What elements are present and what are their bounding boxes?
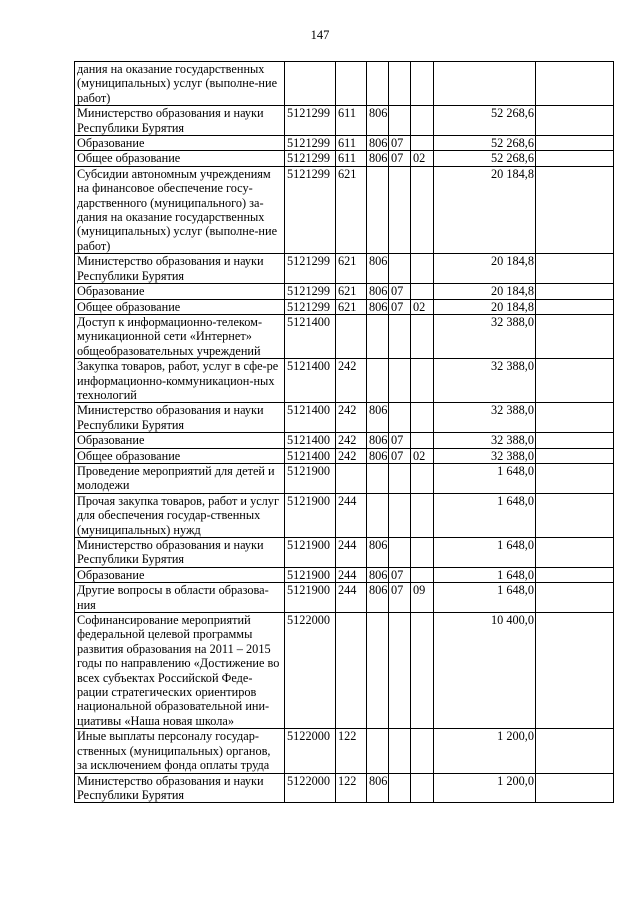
extra-cell bbox=[536, 314, 614, 358]
extra-cell bbox=[536, 106, 614, 136]
expense-type-cell: 611 bbox=[336, 136, 367, 151]
section-cell bbox=[389, 613, 411, 729]
extra-cell bbox=[536, 136, 614, 151]
section-cell bbox=[389, 538, 411, 568]
subsection-cell bbox=[411, 403, 434, 433]
expense-type-cell: 621 bbox=[336, 166, 367, 253]
section-cell bbox=[389, 166, 411, 253]
extra-cell bbox=[536, 62, 614, 106]
table-row bbox=[75, 62, 614, 106]
target-article-cell: 5121299 bbox=[285, 106, 336, 136]
table-row bbox=[75, 284, 614, 299]
ministry-code-cell: 806 bbox=[367, 538, 389, 568]
subsection-cell bbox=[411, 773, 434, 803]
table-row bbox=[75, 583, 614, 613]
row-name-cell: Доступ к информационно-телеком-муникационной сети «Интернет» общеобразовательных учреждений bbox=[75, 314, 285, 358]
row-name-cell: Прочая закупка товаров, работ и услуг для обеспечения государ-ственных (муниципальных) нужд bbox=[75, 493, 285, 537]
subsection-cell bbox=[411, 106, 434, 136]
target-article-cell: 5121400 bbox=[285, 433, 336, 448]
target-article-cell: 5122000 bbox=[285, 613, 336, 729]
amount-cell: 1 648,0 bbox=[434, 538, 536, 568]
section-cell: 07 bbox=[389, 284, 411, 299]
target-article-cell: 5121299 bbox=[285, 284, 336, 299]
ministry-code-cell: 806 bbox=[367, 567, 389, 582]
amount-cell: 52 268,6 bbox=[434, 151, 536, 166]
extra-cell bbox=[536, 359, 614, 403]
subsection-cell: 02 bbox=[411, 151, 434, 166]
row-name-cell: Общее образование bbox=[75, 151, 285, 166]
row-name-cell: Софинансирование мероприятий федеральной целевой программы развития образования на 2011 – 2015 годы по направлению «Достижение во всех субъектах Российской Феде-рации стратегических ориентиров национальной образовательной ини-циативы «Наша новая школа» bbox=[75, 613, 285, 729]
amount-cell: 52 268,6 bbox=[434, 136, 536, 151]
section-cell: 07 bbox=[389, 448, 411, 463]
expense-type-cell: 244 bbox=[336, 583, 367, 613]
target-article-cell: 5121900 bbox=[285, 583, 336, 613]
subsection-cell bbox=[411, 538, 434, 568]
ministry-code-cell: 806 bbox=[367, 448, 389, 463]
extra-cell bbox=[536, 773, 614, 803]
table-row bbox=[75, 359, 614, 403]
expense-type-cell: 621 bbox=[336, 299, 367, 314]
subsection-cell: 02 bbox=[411, 299, 434, 314]
extra-cell bbox=[536, 567, 614, 582]
expense-type-cell: 621 bbox=[336, 254, 367, 284]
table-body bbox=[75, 62, 614, 803]
target-article-cell: 5121400 bbox=[285, 359, 336, 403]
expense-type-cell bbox=[336, 62, 367, 106]
target-article-cell: 5121299 bbox=[285, 136, 336, 151]
row-name-cell: Общее образование bbox=[75, 299, 285, 314]
table-row bbox=[75, 299, 614, 314]
target-article-cell: 5121900 bbox=[285, 538, 336, 568]
table-row bbox=[75, 106, 614, 136]
ministry-code-cell: 806 bbox=[367, 106, 389, 136]
ministry-code-cell: 806 bbox=[367, 151, 389, 166]
amount-cell: 32 388,0 bbox=[434, 448, 536, 463]
ministry-code-cell: 806 bbox=[367, 299, 389, 314]
amount-cell: 1 648,0 bbox=[434, 493, 536, 537]
expense-type-cell: 611 bbox=[336, 106, 367, 136]
row-name-cell: Общее образование bbox=[75, 448, 285, 463]
ministry-code-cell: 806 bbox=[367, 254, 389, 284]
section-cell bbox=[389, 314, 411, 358]
expense-type-cell: 242 bbox=[336, 403, 367, 433]
section-cell bbox=[389, 773, 411, 803]
amount-cell: 1 200,0 bbox=[434, 729, 536, 773]
ministry-code-cell: 806 bbox=[367, 284, 389, 299]
row-name-cell: Министерство образования и науки Республики Бурятия bbox=[75, 254, 285, 284]
extra-cell bbox=[536, 254, 614, 284]
row-name-cell: Другие вопросы в области образова-ния bbox=[75, 583, 285, 613]
section-cell bbox=[389, 359, 411, 403]
section-cell bbox=[389, 106, 411, 136]
row-name-cell: Министерство образования и науки Республики Бурятия bbox=[75, 403, 285, 433]
amount-cell: 1 648,0 bbox=[434, 567, 536, 582]
section-cell: 07 bbox=[389, 567, 411, 582]
table-row bbox=[75, 493, 614, 537]
target-article-cell: 5121299 bbox=[285, 254, 336, 284]
subsection-cell: 09 bbox=[411, 583, 434, 613]
row-name-cell: Образование bbox=[75, 284, 285, 299]
ministry-code-cell bbox=[367, 314, 389, 358]
target-article-cell: 5121400 bbox=[285, 448, 336, 463]
row-name-cell: Образование bbox=[75, 433, 285, 448]
table-row bbox=[75, 773, 614, 803]
ministry-code-cell: 806 bbox=[367, 403, 389, 433]
extra-cell bbox=[536, 613, 614, 729]
amount-cell: 20 184,8 bbox=[434, 299, 536, 314]
table-row bbox=[75, 567, 614, 582]
expense-type-cell bbox=[336, 314, 367, 358]
subsection-cell bbox=[411, 433, 434, 448]
expense-type-cell: 122 bbox=[336, 729, 367, 773]
target-article-cell: 5121900 bbox=[285, 493, 336, 537]
amount-cell: 52 268,6 bbox=[434, 106, 536, 136]
ministry-code-cell: 806 bbox=[367, 773, 389, 803]
expense-type-cell bbox=[336, 613, 367, 729]
row-name-cell: Министерство образования и науки Республики Бурятия bbox=[75, 773, 285, 803]
target-article-cell: 5122000 bbox=[285, 773, 336, 803]
subsection-cell bbox=[411, 166, 434, 253]
section-cell: 07 bbox=[389, 299, 411, 314]
table-row bbox=[75, 136, 614, 151]
section-cell bbox=[389, 493, 411, 537]
extra-cell bbox=[536, 493, 614, 537]
subsection-cell bbox=[411, 567, 434, 582]
target-article-cell: 5121299 bbox=[285, 151, 336, 166]
target-article-cell: 5121400 bbox=[285, 314, 336, 358]
amount-cell: 1 648,0 bbox=[434, 583, 536, 613]
table-row bbox=[75, 463, 614, 493]
expense-type-cell: 242 bbox=[336, 359, 367, 403]
subsection-cell bbox=[411, 136, 434, 151]
table-row bbox=[75, 254, 614, 284]
row-name-cell: дания на оказание государственных (муниципальных) услуг (выполне-ние работ) bbox=[75, 62, 285, 106]
subsection-cell bbox=[411, 284, 434, 299]
target-article-cell: 5121299 bbox=[285, 166, 336, 253]
section-cell: 07 bbox=[389, 433, 411, 448]
row-name-cell: Образование bbox=[75, 567, 285, 582]
extra-cell bbox=[536, 463, 614, 493]
amount-cell: 20 184,8 bbox=[434, 166, 536, 253]
target-article-cell: 5121299 bbox=[285, 299, 336, 314]
amount-cell: 32 388,0 bbox=[434, 314, 536, 358]
target-article-cell: 5121900 bbox=[285, 567, 336, 582]
subsection-cell bbox=[411, 62, 434, 106]
extra-cell bbox=[536, 583, 614, 613]
target-article-cell: 5121900 bbox=[285, 463, 336, 493]
amount-cell: 1 200,0 bbox=[434, 773, 536, 803]
extra-cell bbox=[536, 403, 614, 433]
target-article-cell bbox=[285, 62, 336, 106]
amount-cell bbox=[434, 62, 536, 106]
expense-type-cell: 242 bbox=[336, 448, 367, 463]
subsection-cell bbox=[411, 493, 434, 537]
amount-cell: 32 388,0 bbox=[434, 359, 536, 403]
table-row bbox=[75, 314, 614, 358]
row-name-cell: Министерство образования и науки Республики Бурятия bbox=[75, 538, 285, 568]
table-row bbox=[75, 433, 614, 448]
expense-type-cell: 122 bbox=[336, 773, 367, 803]
section-cell bbox=[389, 729, 411, 773]
expense-type-cell: 244 bbox=[336, 538, 367, 568]
target-article-cell: 5121400 bbox=[285, 403, 336, 433]
amount-cell: 20 184,8 bbox=[434, 254, 536, 284]
table-row bbox=[75, 729, 614, 773]
row-name-cell: Министерство образования и науки Республики Бурятия bbox=[75, 106, 285, 136]
ministry-code-cell bbox=[367, 613, 389, 729]
amount-cell: 10 400,0 bbox=[434, 613, 536, 729]
section-cell: 07 bbox=[389, 136, 411, 151]
ministry-code-cell bbox=[367, 359, 389, 403]
ministry-code-cell bbox=[367, 62, 389, 106]
section-cell: 07 bbox=[389, 583, 411, 613]
row-name-cell: Субсидии автономным учреждениям на финансовое обеспечение госу-дарственного (муниципального) за-дания на оказание государственных (муниципальных) услуг (выполне-ние работ) bbox=[75, 166, 285, 253]
section-cell bbox=[389, 463, 411, 493]
ministry-code-cell: 806 bbox=[367, 583, 389, 613]
target-article-cell: 5122000 bbox=[285, 729, 336, 773]
amount-cell: 32 388,0 bbox=[434, 433, 536, 448]
row-name-cell: Проведение мероприятий для детей и молодежи bbox=[75, 463, 285, 493]
section-cell bbox=[389, 403, 411, 433]
subsection-cell bbox=[411, 729, 434, 773]
table-row bbox=[75, 448, 614, 463]
expense-type-cell: 621 bbox=[336, 284, 367, 299]
budget-table bbox=[74, 61, 614, 803]
extra-cell bbox=[536, 284, 614, 299]
subsection-cell bbox=[411, 359, 434, 403]
expense-type-cell bbox=[336, 463, 367, 493]
extra-cell bbox=[536, 299, 614, 314]
table-row bbox=[75, 538, 614, 568]
amount-cell: 1 648,0 bbox=[434, 463, 536, 493]
table-row bbox=[75, 166, 614, 253]
section-cell bbox=[389, 254, 411, 284]
expense-type-cell: 611 bbox=[336, 151, 367, 166]
subsection-cell bbox=[411, 613, 434, 729]
expense-type-cell: 244 bbox=[336, 493, 367, 537]
expense-type-cell: 244 bbox=[336, 567, 367, 582]
subsection-cell bbox=[411, 463, 434, 493]
extra-cell bbox=[536, 151, 614, 166]
table-row bbox=[75, 613, 614, 729]
subsection-cell: 02 bbox=[411, 448, 434, 463]
row-name-cell: Иные выплаты персоналу государ-ственных (муниципальных) органов, за исключением фонда оплаты труда bbox=[75, 729, 285, 773]
ministry-code-cell bbox=[367, 729, 389, 773]
row-name-cell: Закупка товаров, работ, услуг в сфе-ре информационно-коммуникацион-ных технологий bbox=[75, 359, 285, 403]
row-name-cell: Образование bbox=[75, 136, 285, 151]
amount-cell: 32 388,0 bbox=[434, 403, 536, 433]
table-row bbox=[75, 403, 614, 433]
extra-cell bbox=[536, 729, 614, 773]
table-row bbox=[75, 151, 614, 166]
ministry-code-cell bbox=[367, 493, 389, 537]
ministry-code-cell bbox=[367, 463, 389, 493]
ministry-code-cell: 806 bbox=[367, 136, 389, 151]
page-number: 147 bbox=[310, 28, 330, 42]
extra-cell bbox=[536, 448, 614, 463]
amount-cell: 20 184,8 bbox=[434, 284, 536, 299]
section-cell: 07 bbox=[389, 151, 411, 166]
ministry-code-cell bbox=[367, 166, 389, 253]
ministry-code-cell: 806 bbox=[367, 433, 389, 448]
expense-type-cell: 242 bbox=[336, 433, 367, 448]
extra-cell bbox=[536, 166, 614, 253]
section-cell bbox=[389, 62, 411, 106]
extra-cell bbox=[536, 433, 614, 448]
extra-cell bbox=[536, 538, 614, 568]
subsection-cell bbox=[411, 254, 434, 284]
subsection-cell bbox=[411, 314, 434, 358]
